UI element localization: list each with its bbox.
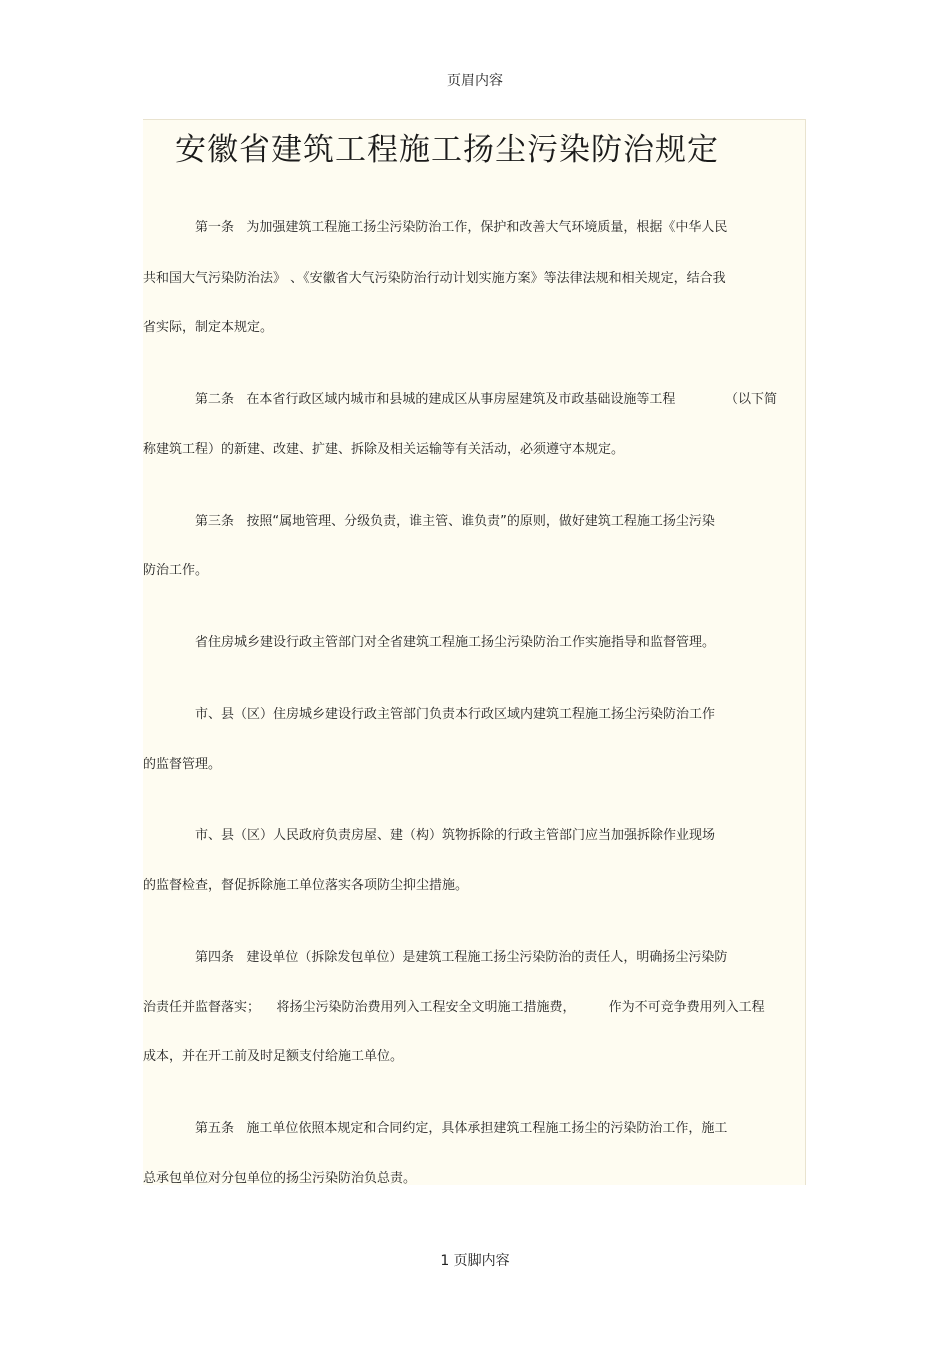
- city-housing-duty-line-2: 的监督管理。: [143, 757, 222, 772]
- demolition-duty-line-1: 市、县（区）人民政府负责房屋、建（构）筑物拆除的行政主管部门应当加强拆除作业现场: [195, 828, 716, 843]
- article-2-line-2: 称建筑工程）的新建、改建、扩建、拆除及相关运输等有关活动，必须遵守本规定。: [143, 442, 625, 457]
- article-4-line-2: 治责任并监督落实； 将扬尘污染防治费用列入工程安全文明施工措施费， 作为不可竞争费用列入工程: [143, 1000, 765, 1015]
- article-3-line-2: 防治工作。: [143, 563, 209, 578]
- article-5-line-2: 总承包单位对分包单位的扬尘污染防治负总责。: [143, 1171, 417, 1185]
- demolition-duty-line-2: 的监督检查，督促拆除施工单位落实各项防尘抑尘措施。: [143, 878, 469, 893]
- article-1-line-3: 省实际，制定本规定。: [143, 320, 274, 335]
- city-housing-duty-line-1: 市、县（区）住房城乡建设行政主管部门负责本行政区域内建筑工程施工扬尘污染防治工作: [195, 707, 716, 722]
- document-body: [143, 119, 806, 1185]
- article-3-line-1: 第三条 按照“属地管理、分级负责，谁主管、谁负责”的原则，做好建筑工程施工扬尘污染: [195, 514, 715, 529]
- provincial-duty-line-1: 省住房城乡建设行政主管部门对全省建筑工程施工扬尘污染防治工作实施指导和监督管理。: [195, 635, 716, 650]
- article-2-line-1: 第二条 在本省行政区域内城市和县城的建成区从事房屋建筑及市政基础设施等工程 （以下简: [195, 392, 777, 407]
- article-4-line-3: 成本，并在开工前及时足额支付给施工单位。: [143, 1049, 404, 1064]
- document-title: 安徽省建筑工程施工扬尘污染防治规定: [175, 132, 719, 168]
- article-1-line-2: 共和国大气污染防治法》 、《安徽省大气污染防治行动计划实施方案》等法律法规和相关规定，结合我: [143, 271, 726, 286]
- page-header: 页眉内容: [447, 73, 503, 89]
- article-5-line-1: 第五条 施工单位依照本规定和合同约定，具体承担建筑工程施工扬尘的污染防治工作，施工: [195, 1121, 728, 1136]
- article-4-line-1: 第四条 建设单位（拆除发包单位）是建筑工程施工扬尘污染防治的责任人，明确扬尘污染防: [195, 950, 728, 965]
- page-footer: 1 页脚内容: [440, 1253, 510, 1269]
- article-1-line-1: 第一条 为加强建筑工程施工扬尘污染防治工作，保护和改善大气环境质量，根据《中华人民: [195, 220, 728, 235]
